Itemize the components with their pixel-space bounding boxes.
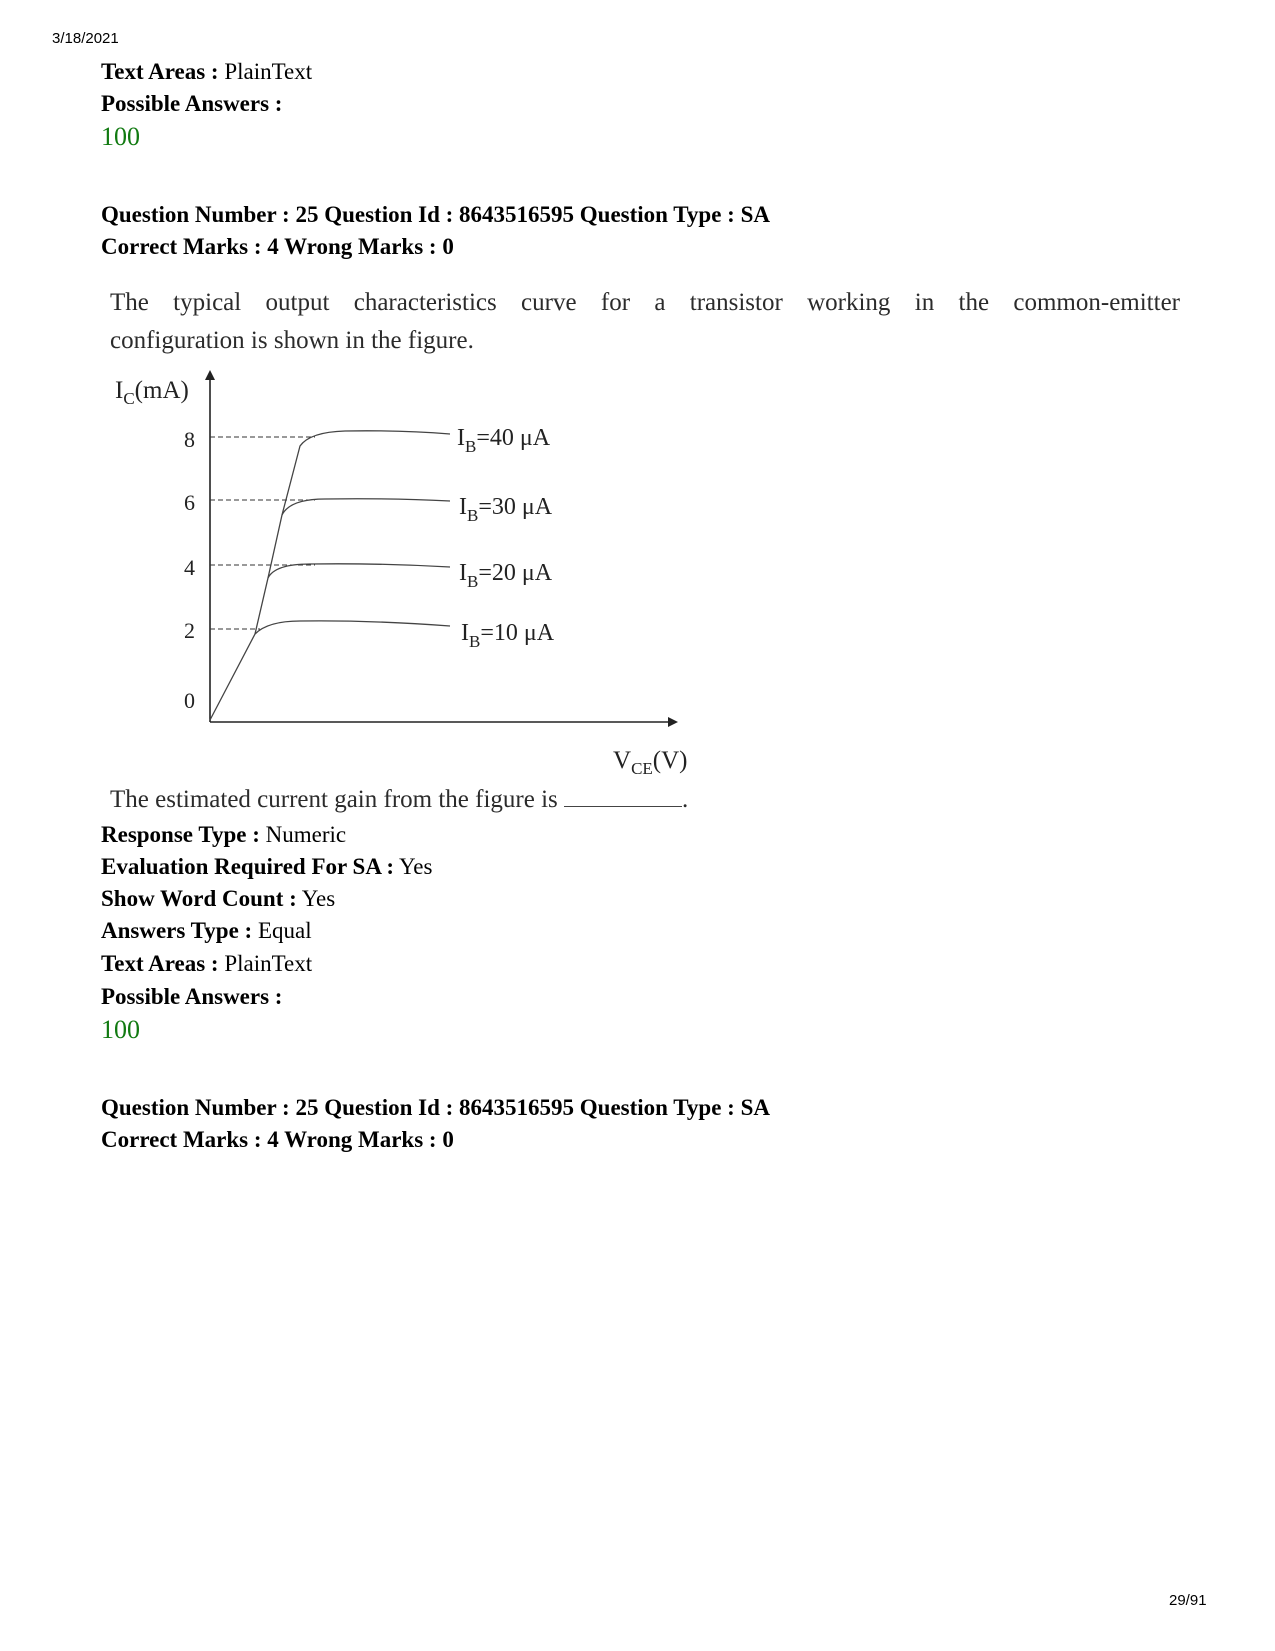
- word-count-label: Show Word Count :: [101, 886, 297, 911]
- response-type-row: [101, 821, 346, 849]
- next-question-meta-line1: [101, 1094, 770, 1122]
- date-stamp: 3/18/2021: [52, 30, 119, 47]
- y-tick-group: [184, 427, 195, 713]
- question-text-line2: configuration is shown in the figure.: [110, 327, 474, 354]
- curve-ib-10: [210, 621, 450, 720]
- y-axis-label: $I_C(mA)$: [115, 377, 189, 408]
- text-areas-value: PlainText: [224, 951, 313, 976]
- question-text-line1: The typical output characteristics curve for a transistor working in the common-emitter: [110, 289, 1180, 316]
- question-meta-text: Question Number : 25 Question Id : 8643516595 Question Type : SA: [101, 202, 770, 227]
- text-areas-label: Text Areas :: [101, 59, 219, 84]
- question-meta-line2: [101, 233, 454, 261]
- y-tick-label-8: 8: [184, 427, 195, 452]
- possible-answers-label: Possible Answers :: [101, 984, 283, 1009]
- text-areas-label: Text Areas :: [101, 951, 219, 976]
- y-tick-label-2: 2: [184, 618, 195, 643]
- curve-label-ib-10: $I_B=10$ μA: [461, 620, 555, 651]
- y-tick-label-4: 4: [184, 555, 195, 580]
- curve-label-ib-40: $I_B=40$ μA: [457, 425, 551, 456]
- text-areas-value: PlainText: [224, 59, 313, 84]
- answers-type-row: [101, 917, 312, 945]
- answer-blank: [564, 788, 682, 807]
- answers-type-value: Equal: [257, 918, 312, 943]
- text-areas-row: [101, 950, 312, 978]
- possible-answers-row: [101, 983, 282, 1011]
- output-characteristics-figure: [100, 370, 700, 780]
- text-areas-row: [101, 58, 312, 86]
- response-type-value: Numeric: [265, 822, 347, 847]
- curve-ib-40: [282, 431, 450, 515]
- word-count-row: [101, 885, 335, 913]
- answers-type-label: Answers Type :: [101, 918, 253, 943]
- x-axis-arrow-icon: [668, 717, 678, 727]
- page-number: 29/91: [1169, 1592, 1207, 1609]
- estimate-line: [110, 781, 688, 819]
- y-tick-label-6: 6: [184, 490, 195, 515]
- word-count-value: Yes: [301, 886, 336, 911]
- response-type-label: Response Type :: [101, 822, 260, 847]
- possible-answers-label: Possible Answers :: [101, 91, 283, 116]
- curve-label-ib-30: $I_B=30$ μA: [459, 494, 553, 525]
- x-axis-label: $V_{CE}(V)$: [613, 747, 688, 778]
- next-question-marks-text: Correct Marks : 4 Wrong Marks : 0: [101, 1127, 454, 1152]
- evaluation-row: [101, 853, 432, 881]
- estimate-end: .: [682, 786, 689, 813]
- curve-label-ib-20: $I_B=20$ μA: [459, 560, 553, 591]
- possible-answer-value: 100: [101, 122, 140, 151]
- possible-answer-value: 100: [101, 1015, 140, 1044]
- evaluation-value: Yes: [399, 854, 433, 879]
- next-question-meta-line2: [101, 1126, 454, 1154]
- estimate-text: The estimated current gain from the figure is: [110, 786, 558, 813]
- possible-answers-row: [101, 90, 282, 118]
- question-marks-text: Correct Marks : 4 Wrong Marks : 0: [101, 234, 454, 259]
- question-meta-line1: [101, 201, 770, 229]
- y-tick-label-0: 0: [184, 688, 195, 713]
- next-question-meta-text: Question Number : 25 Question Id : 8643516595 Question Type : SA: [101, 1095, 770, 1120]
- evaluation-label: Evaluation Required For SA :: [101, 854, 395, 879]
- y-axis-arrow-icon: [205, 370, 215, 380]
